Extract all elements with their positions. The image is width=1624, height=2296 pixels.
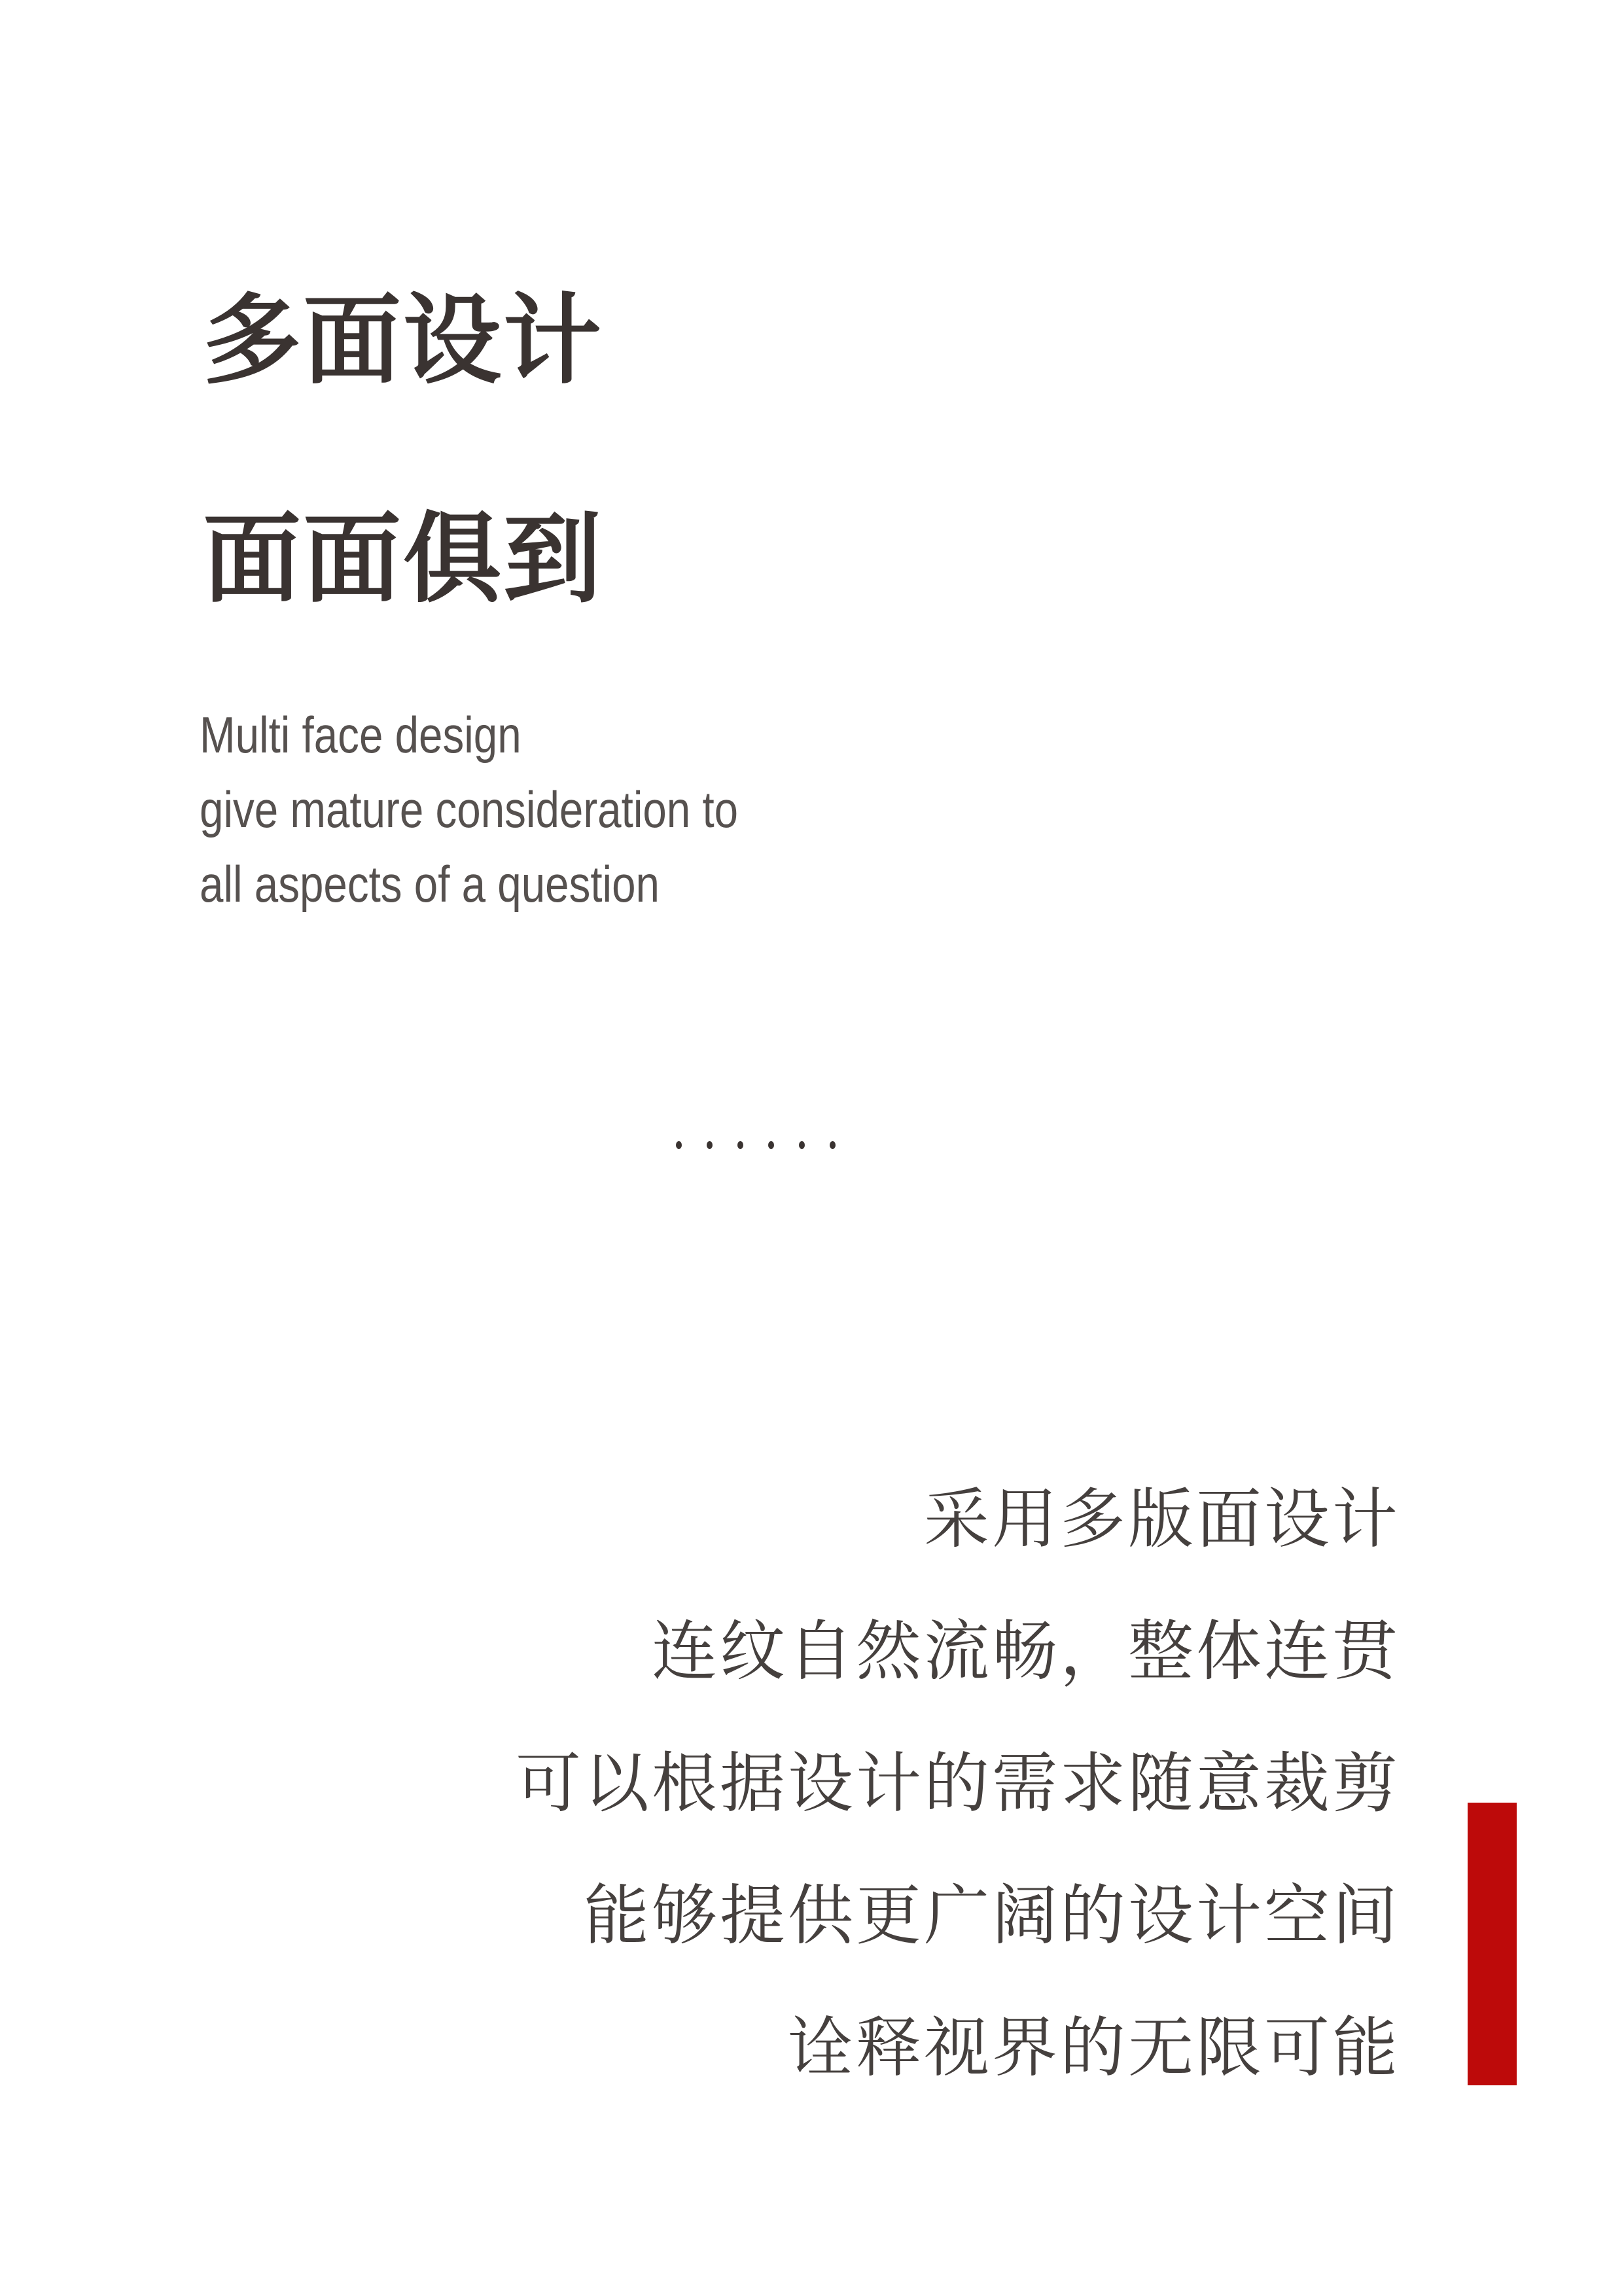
body-line-4: 能够提供更广阔的设计空间 [584, 1879, 1400, 1952]
subtitle-line-3: all aspects of a question [200, 855, 660, 913]
dots-divider [676, 1141, 836, 1149]
english-subtitle [200, 698, 738, 921]
headline-line-2: 面面俱到 [203, 504, 604, 614]
dot-icon [737, 1141, 743, 1149]
dot-icon [768, 1141, 774, 1149]
dot-icon [799, 1141, 805, 1149]
body-line-3: 可以根据设计的需求随意裁剪 [516, 1747, 1400, 1820]
body-line-5: 诠释视界的无限可能 [788, 2011, 1400, 2085]
subtitle-line-2: give mature consideration to [200, 781, 739, 838]
dot-icon [707, 1141, 713, 1149]
body-line-1: 采用多版面设计 [924, 1483, 1400, 1556]
dot-icon [830, 1141, 836, 1149]
dot-icon [676, 1141, 682, 1149]
subtitle-line-1: Multi face design [200, 706, 521, 764]
body-paragraph [516, 1453, 1400, 2114]
body-line-2: 连纹自然流畅，整体连贯 [652, 1615, 1400, 1688]
red-accent-bar [1468, 1803, 1517, 2085]
headline-line-1: 多面设计 [203, 285, 604, 395]
